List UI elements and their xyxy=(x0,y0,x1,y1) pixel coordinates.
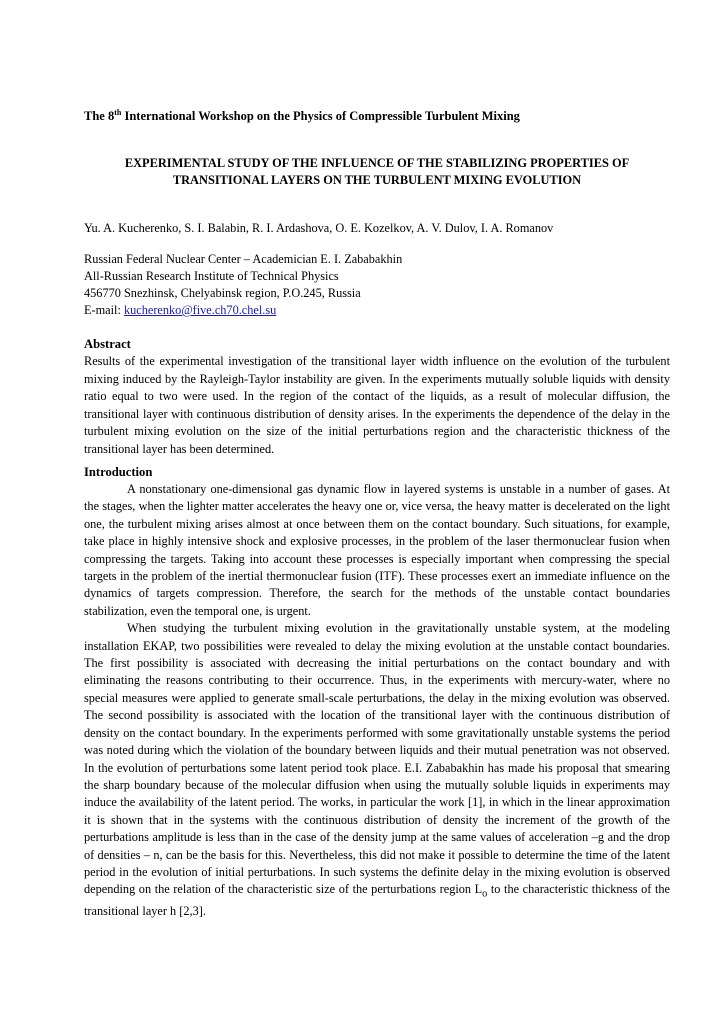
introduction-heading: Introduction xyxy=(84,465,153,479)
affiliation-line-3: 456770 Snezhinsk, Chelyabinsk region, P.O.245, Russia xyxy=(84,286,361,300)
paragraph-2-text: When studying the turbulent mixing evolution in the gravitationally unstable system, at the modeling installation EKAP, two possibilities were revealed to delay the mixing evolution at the unstable contact boundaries. The first possibility is associated with decreasing the initial perturbations on the contact boundary and with eliminating the reasons contributing to their occurrence. Thus, in the experiments with mercury-water, where no special measures were applied to generate small-scale perturbations, the delay in the mixing evolution was observed. The second possibility is associated with the location of the transitional layer with the continuous distribution of density on the contact boundary. In the experiments performed with some gravitationally unstable systems the period was noted during which the violation of the boundary between liquids and their mutual penetration was not observed. In the evolution of perturbations some latent period took place. E.I. Zababakhin has made his proposal that smearing the sharp boundary because of the molecular diffusion when using the mutually soluble liquids in experiments may induce the availability of the latent period. The works, in particular the work [1], in which in the linear approximation it is shown that in the systems with the continuous distribution of density the increment of the growth of the perturbations amplitude is less than in the case of the density jump at the same values of acceleration –g and the drop of densities – n, can be the basis for this. Nevertheless, this did not make it possible to determine the time of the latent period in the evolution of initial perturbations. In such systems the definite delay in the mixing evolution is observed depending on the relation of the characteristic size of the perturbations region L xyxy=(84,621,670,897)
paragraph-2-end: to the characteristic thickness of the transitional layer h [2,3]. xyxy=(84,882,670,919)
workshop-ordinal-suffix: th xyxy=(114,107,122,117)
affiliation-line-2: All-Russian Research Institute of Technical Physics xyxy=(84,269,339,283)
introduction-paragraph-1: A nonstationary one-dimensional gas dynamic flow in layered systems is unstable in a number of gases. At the stages, when the lighter matter accelerates the heavy one or, vice versa, the heavy matter is decelerated on the light one, the turbulent mixing arises almost at once between them on the contact boundary. Such situations, for example, take place in highly intensive shock and explosive processes, in the problem of the laser thermonuclear fusion when compressing the targets. Taking into account these processes is especially important when compressing the special targets in the problem of the inertial thermonuclear fusion (ITF). These processes exert an immediate influence on the dynamics of targets compression. Therefore, the search for the methods of the unstable contact boundaries stabilization, even the temporal one, is urgent. xyxy=(84,482,670,618)
introduction-paragraph-2 xyxy=(84,620,670,920)
workshop-header xyxy=(84,107,644,125)
subscript-o: o xyxy=(482,888,488,900)
email-link[interactable]: kucherenko@five.ch70.chel.su xyxy=(123,303,277,317)
workshop-prefix: The 8 xyxy=(84,109,115,123)
workshop-name: International Workshop on the Physics of Compressible Turbulent Mixing xyxy=(121,109,520,123)
affiliation-line-1: Russian Federal Nuclear Center – Academician E. I. Zababakhin xyxy=(84,252,403,266)
paper-title: EXPERIMENTAL STUDY OF THE INFLUENCE OF THE STABILIZING PROPERTIES OF TRANSITIONAL LAYERS ON THE TURBULENT MIXING EVOLUTION xyxy=(124,156,630,187)
introduction-body xyxy=(84,481,670,921)
abstract-heading: Abstract xyxy=(84,337,131,351)
abstract-text: Results of the experimental investigation of the transitional layer width influence on the evolution of the turbulent mixing induced by the Rayleigh-Taylor instability are given. In the experiments mutually soluble liquids with density ratio equal to two were used. In the region of the contact of the liquids, as a result of molecular diffusion, the transitional layer with continuous distribution of density arises. In the experiments the dependence of the delay in the turbulent mixing evolution on the size of the initial perturbations region and the characteristic thickness of the transitional layer has been determined. xyxy=(84,354,670,456)
email-line xyxy=(84,302,644,319)
author-list: Yu. A. Kucherenko, S. I. Balabin, R. I. Ardashova, O. E. Kozelkov, A. V. Dulov, I. A. Romanov xyxy=(84,221,554,235)
email-label: E-mail: xyxy=(84,303,124,317)
affiliation-block xyxy=(84,251,644,319)
